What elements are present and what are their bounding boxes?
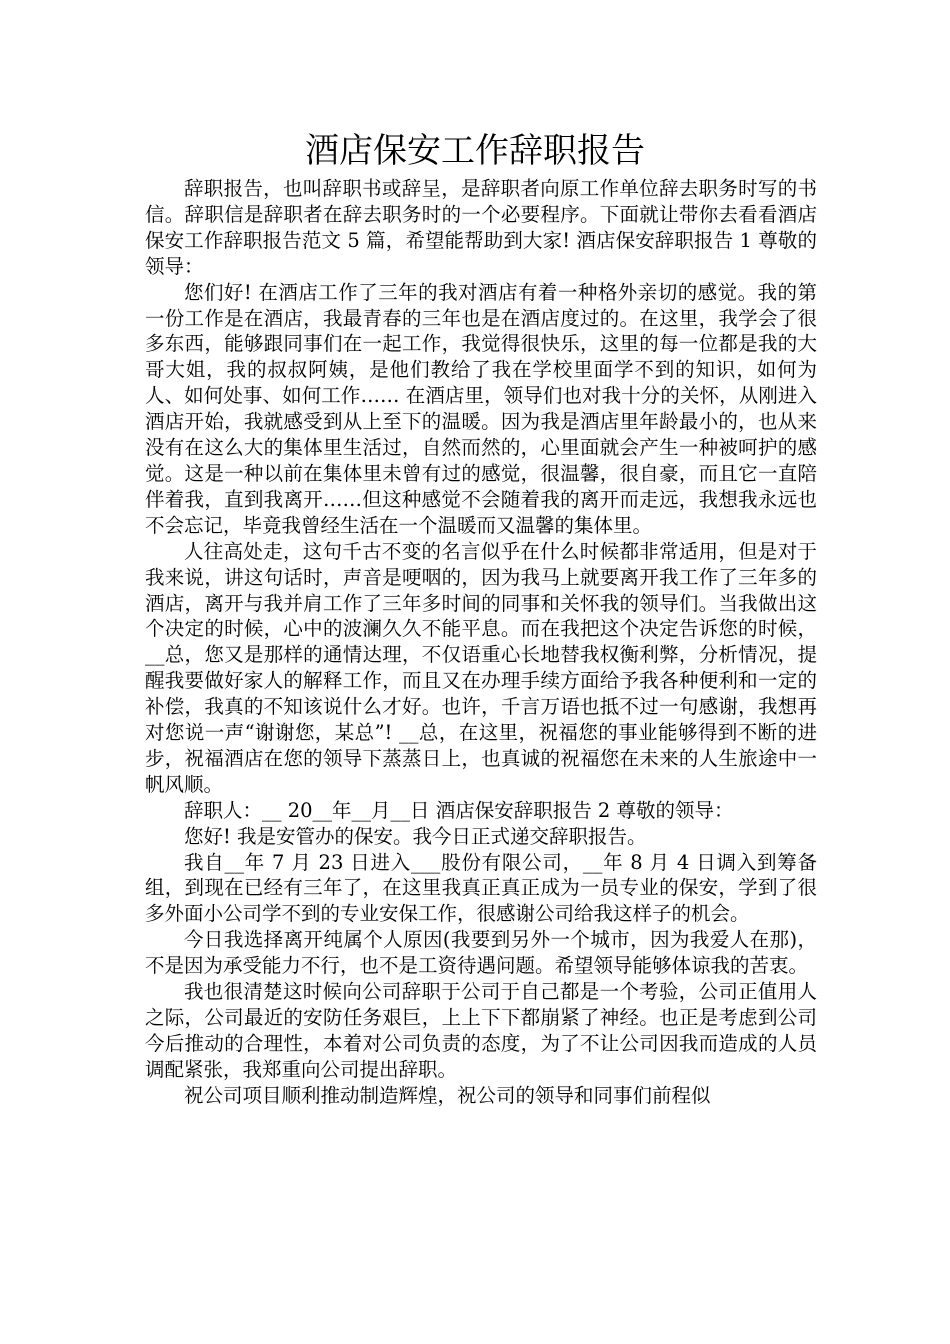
paragraph-letter2-reason: 今日我选择离开纯属个人原因(我要到另外一个城市，因为我爱人在那)，不是因为承受能力不行，也不是工资待遇问题。希望领导能够体谅我的苦衷。 <box>145 928 817 978</box>
paragraph-letter1-farewell: 人往高处走，这句千古不变的名言似乎在什么时候都非常适用，但是对于我来说，讲这句话时，声音是哽咽的，因为我马上就要离开我工作了三年多的酒店，离开与我并肩工作了三年多时间的同事和关怀我的领导们。当我做出这个决定的时候，心中的波澜久久不能平息。而在我把这个决定告诉您的时候，__总，您又是那样的通情达理，不仅语重心长地替我权衡利弊，分析情况，提醒我要做好家人的解释工作，而且又在办理手续方面给予我各种便利和一定的补偿，我真的不知该说什么才好。也许，千言万语也抵不过一句感谢，我想再对您说一声“谢谢您，某总”! __总，在这里，祝福您的事业能够得到不断的进步，祝福酒店在您的领导下蒸蒸日上，也真诚的祝福您在未来的人生旅途中一帆风顺。 <box>145 539 817 796</box>
paragraph-letter2-history: 我自__年 7 月 23 日进入___股份有限公司，__年 8 月 4 日调入到筹备组，到现在已经有三年了，在这里我真正真正成为一员专业的保安，学到了很多外面小公司学不到的专业安保工作，很感谢公司给我这样子的机会。 <box>145 850 817 926</box>
document-title: 酒店保安工作辞职报告 <box>305 131 645 171</box>
document-body <box>145 176 817 1109</box>
paragraph-letter2-timing: 我也很清楚这时候向公司辞职于公司于自己都是一个考验，公司正值用人之际，公司最近的安防任务艰巨，上上下下都崩紧了神经。也正是考虑到公司今后推动的合理性，本着对公司负责的态度，为了不让公司因我而造成的人员调配紧张，我郑重向公司提出辞职。 <box>145 980 817 1081</box>
paragraph-letter2-greeting: 您好! 我是安管办的保安。我今日正式递交辞职报告。 <box>184 824 647 848</box>
paragraph-intro: 辞职报告，也叫辞职书或辞呈，是辞职者向原工作单位辞去职务时写的书信。辞职信是辞职者在辞去职务时的一个必要程序。下面就让带你去看看酒店保安工作辞职报告范文 5 篇，希望能帮助到大家! 酒店保安辞职报告 1 尊敬的领导： <box>145 177 817 278</box>
paragraph-letter1-greeting: 您们好! 在酒店工作了三年的我对酒店有着一种格外亲切的感觉。我的第一份工作是在酒店，我最青春的三年也是在酒店度过的。在这里，我学会了很多东西，能够跟同事们在一起工作，我觉得很快乐，这里的每一位都是我的大哥大姐，我的叔叔阿姨，是他们教给了我在学校里面学不到的知识，如何为人、如何处事、如何工作…… 在酒店里，领导们也对我十分的关怀，从刚进入酒店开始，我就感受到从上至下的温暖。因为我是酒店里年龄最小的，也从来没有在这么大的集体里生活过，自然而然的，心里面就会产生一种被呵护的感觉。这是一种以前在集体里未曾有过的感觉，很温馨，很自豪，而且它一直陪伴着我，直到我离开……但这种感觉不会随着我的离开而走远，我想我永远也不会忘记，毕竟我曾经生活在一个温暖而又温馨的集体里。 <box>145 280 817 537</box>
paragraph-letter2-wishes: 祝公司项目顺利推动制造辉煌，祝公司的领导和同事们前程似 <box>184 1083 711 1107</box>
paragraph-letter1-signature: 辞职人：__ 20__年__月__日 酒店保安辞职报告 2 尊敬的领导： <box>184 798 734 822</box>
